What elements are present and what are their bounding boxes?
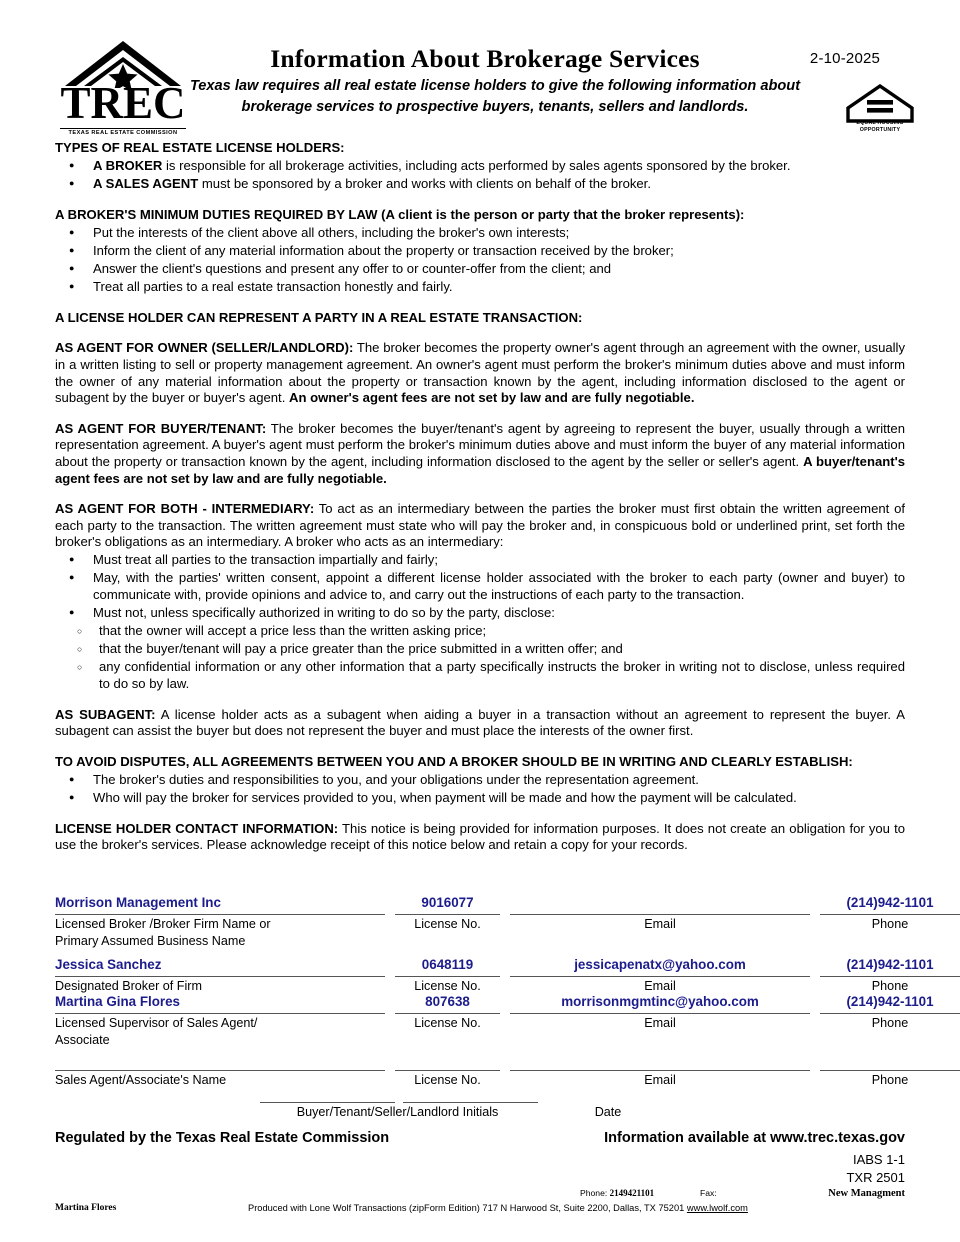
produced-text: Produced with Lone Wolf Transactions (zipForm Edition) 717 N Harwood St, Suite 2200, Dallas, TX 75201 xyxy=(248,1203,685,1213)
contact-info-body: This notice is being provided for information purposes. It does not create an obligation for you to use the broker's services. Please acknowledge receipt of this notice below and retain a copy for your records. xyxy=(55,820,905,853)
field-underline xyxy=(395,976,500,977)
list-item: ● Treat all parties to a real estate transaction honestly and fairly. xyxy=(55,279,905,296)
license-label: License No. xyxy=(414,979,481,993)
agent-for-owner-bold-tail: An owner's agent fees are not set by law and are fully negotiable. xyxy=(288,390,695,406)
txr-form-number: TXR 2501 xyxy=(846,1170,905,1185)
list-item: ○ that the buyer/tenant will pay a price greater than the price submitted in a written offer; and xyxy=(55,641,905,658)
list-item-lead: A SALES AGENT xyxy=(93,176,199,192)
list-item: ● Must not, unless specifically authorized in writing to do so by the party, disclose: xyxy=(55,605,905,622)
supervisor-label-line2: Associate xyxy=(55,1033,110,1047)
subagent-paragraph xyxy=(55,707,905,740)
field-underline xyxy=(820,1013,960,1014)
represent-heading: A LICENSE HOLDER CAN REPRESENT A PARTY IN A REAL ESTATE TRANSACTION: xyxy=(55,309,583,325)
designated-broker-phone-value[interactable]: (214)942-1101 xyxy=(846,957,934,972)
supervisor-label-line1: Licensed Supervisor of Sales Agent/ xyxy=(55,1016,258,1030)
field-underline xyxy=(510,1013,810,1014)
eho-caption xyxy=(834,120,926,135)
regulated-by-text: Regulated by the Texas Real Estate Commission xyxy=(55,1130,390,1146)
iabs-form-number: IABS 1-1 xyxy=(852,1152,905,1167)
house-icon xyxy=(843,84,917,124)
signature-name: Martina Flores xyxy=(55,1203,117,1213)
new-management-label: New Managment xyxy=(828,1188,905,1199)
license-label: License No. xyxy=(414,1073,481,1087)
types-list xyxy=(55,158,905,193)
designated-broker-license-value[interactable]: 0648119 xyxy=(421,957,474,972)
designated-broker-label: Designated Broker of Firm xyxy=(55,979,202,993)
equal-housing-opportunity-logo xyxy=(843,84,917,142)
broker-license-value[interactable]: 9016077 xyxy=(421,895,474,910)
broker-phone-value[interactable]: (214)942-1101 xyxy=(846,895,934,910)
footer-phone xyxy=(580,1188,654,1198)
supervisor-name-value[interactable]: Martina Gina Flores xyxy=(55,994,181,1009)
subagent-body: A license holder acts as a subagent when aiding a buyer in a transaction without an agreement to represent the buyer. A subagent can assist the buyer but does not represent the buyer and must place the interests of the owner first. xyxy=(55,706,905,739)
broker-name-label-line1: Licensed Broker /Broker Firm Name or xyxy=(55,917,271,931)
duties-list xyxy=(55,225,905,296)
supervisor-phone-value[interactable]: (214)942-1101 xyxy=(846,994,934,1009)
agent-for-owner-body: The broker becomes the property owner's agent through an agreement with the owner, usually in a written listing to sell or property management agreement. An owner's agent must perform the broker's minimum duties above and must inform the owner of any material information about the property or transaction known by the agent, including information disclosed to the agent or subagent by the buyer or buyer's agent. xyxy=(55,340,906,406)
trec-logo xyxy=(58,40,188,144)
sales-agent-label: Sales Agent/Associate's Name xyxy=(55,1073,227,1087)
designated-broker-email-value[interactable]: jessicapenatx@yahoo.com xyxy=(574,957,746,972)
avoid-disputes-heading: TO AVOID DISPUTES, ALL AGREEMENTS BETWEEN YOU AND A BROKER SHOULD BE IN WRITING AND CLEARLY ESTABLISH: xyxy=(55,753,853,769)
contact-info-paragraph xyxy=(55,821,905,854)
footer-fax-label: Fax: xyxy=(700,1188,717,1198)
field-underline xyxy=(55,976,385,977)
agent-for-buyer-paragraph xyxy=(55,421,905,487)
phone-label: Phone xyxy=(871,917,909,931)
produced-with-text xyxy=(248,1203,748,1213)
field-underline xyxy=(820,914,960,915)
eho-line-2: OPPORTUNITY xyxy=(859,127,901,134)
agent-for-buyer-bold-tail: A buyer/tenant's agent fees are not set by law and are fully negotiable. xyxy=(55,453,905,486)
intermediary-sublist xyxy=(55,623,905,692)
trec-subtitle: TEXAS REAL ESTATE COMMISSION xyxy=(68,130,178,136)
information-available-text: Information available at www.trec.texas.gov xyxy=(604,1130,905,1146)
trec-wordmark: TREC xyxy=(60,78,186,128)
list-item: ○ that the owner will accept a price less than the written asking price; xyxy=(55,623,905,640)
footer-phone-value: 2149421101 xyxy=(609,1188,655,1198)
duties-heading: A BROKER'S MINIMUM DUTIES REQUIRED BY LAW (A client is the person or party that the broker represents): xyxy=(55,206,745,222)
email-label: Email xyxy=(644,979,676,993)
field-underline xyxy=(395,914,500,915)
list-item: ● Answer the client's questions and present any offer to or counter-offer from the client; and xyxy=(55,261,905,278)
phone-label: Phone xyxy=(871,979,909,993)
document-header xyxy=(0,18,960,136)
license-label: License No. xyxy=(414,1016,481,1030)
list-item xyxy=(55,176,905,193)
agent-for-owner-paragraph xyxy=(55,340,905,406)
agent-for-buyer-body: The broker becomes the buyer/tenant's agent by agreeing to represent the buyer, usually through a written representation agreement. A buyer's agent must perform the broker's minimum duties above and must inform the buyer of any material information about the property or transaction known by the agent, including information disclosed to the agent by the seller or seller's agent. xyxy=(55,420,906,469)
document-body xyxy=(55,140,905,854)
designated-broker-name-value[interactable]: Jessica Sanchez xyxy=(55,957,162,972)
broker-firm-name-value[interactable]: Morrison Management Inc xyxy=(55,895,221,910)
list-item: ● The broker's duties and responsibilities to you, and your obligations under the representation agreement. xyxy=(55,772,905,789)
field-underline xyxy=(510,976,810,977)
intermediary-lead: AS AGENT FOR BOTH - INTERMEDIARY: xyxy=(55,501,315,517)
initials-underline xyxy=(260,1102,395,1103)
email-label: Email xyxy=(644,1073,676,1087)
phone-label: Phone xyxy=(871,1073,909,1087)
types-heading: TYPES OF REAL ESTATE LICENSE HOLDERS: xyxy=(55,140,345,155)
agent-for-buyer-lead: AS AGENT FOR BUYER/TENANT: xyxy=(55,420,267,436)
field-underline xyxy=(55,914,385,915)
email-label: Email xyxy=(644,917,676,931)
supervisor-email-value[interactable]: morrisonmgmtinc@yahoo.com xyxy=(561,994,759,1009)
list-item: ● May, with the parties' written consent, appoint a different license holder associated with the broker to each party (owner and buyer) to communicate with, provide opinions and advice to, and carry out the instructions of each party to the transaction. xyxy=(55,570,905,603)
avoid-disputes-list xyxy=(55,772,905,807)
subtitle-line-2: brokerage services to prospective buyers, tenants, sellers and landlords. xyxy=(241,99,749,115)
field-underline xyxy=(510,914,810,915)
page-subtitle xyxy=(186,76,804,118)
lwolf-link[interactable]: www.lwolf.com xyxy=(686,1203,748,1213)
list-item xyxy=(55,158,905,175)
initials-label: Buyer/Tenant/Seller/Landlord Initials xyxy=(296,1105,499,1119)
field-underline xyxy=(820,976,960,977)
field-underline xyxy=(820,1070,960,1071)
field-underline xyxy=(510,1070,810,1071)
form-date: 2-10-2025 xyxy=(809,50,881,67)
contact-info-lead: LICENSE HOLDER CONTACT INFORMATION: xyxy=(55,820,339,836)
list-item-text: must be sponsored by a broker and works with clients on behalf of the broker. xyxy=(198,176,651,192)
list-item: ○ any confidential information or any other information that a party specifically instructs the broker in writing not to disclose, unless required to do so by law. xyxy=(55,659,905,692)
list-item: ● Who will pay the broker for services provided to you, when payment will be made and how the payment will be calculated. xyxy=(55,790,905,807)
date-label: Date xyxy=(594,1105,622,1119)
intermediary-paragraph xyxy=(55,501,905,551)
eho-line-1: EQUAL HOUSING xyxy=(856,120,904,126)
field-underline xyxy=(55,1070,385,1071)
phone-label: Phone xyxy=(871,1016,909,1030)
date-underline xyxy=(403,1102,538,1103)
field-underline xyxy=(55,1013,385,1014)
list-item-lead: A BROKER xyxy=(93,158,163,174)
list-item: ● Must treat all parties to the transaction impartially and fairly; xyxy=(55,552,905,569)
intermediary-body: To act as an intermediary between the parties the broker must first obtain the written agreement of each party to the transaction. The written agreement must state who will pay the broker and, in conspicuous bold or underlined print, set forth the broker's obligations as an intermediary. A broker who acts as an intermediary: xyxy=(55,501,905,550)
intermediary-list xyxy=(55,552,905,621)
field-underline xyxy=(395,1070,500,1071)
field-underline xyxy=(395,1013,500,1014)
agent-for-owner-lead: AS AGENT FOR OWNER (SELLER/LANDLORD): xyxy=(55,340,354,356)
subtitle-line-1: Texas law requires all real estate license holders to give the following information about xyxy=(189,78,801,94)
license-label: License No. xyxy=(414,917,481,931)
list-item: ● Inform the client of any material information about the property or transaction received by the broker; xyxy=(55,243,905,260)
broker-name-label-line2: Primary Assumed Business Name xyxy=(55,934,246,948)
subagent-lead: AS SUBAGENT: xyxy=(55,706,156,722)
list-item: ● Put the interests of the client above all others, including the broker's own interests; xyxy=(55,225,905,242)
supervisor-license-value[interactable]: 807638 xyxy=(425,994,470,1009)
footer-phone-label: Phone: xyxy=(580,1188,608,1198)
email-label: Email xyxy=(644,1016,676,1030)
page-title: Information About Brokerage Services xyxy=(270,44,700,73)
list-item-text: is responsible for all brokerage activities, including acts performed by sales agents sponsored by the broker. xyxy=(162,158,791,174)
